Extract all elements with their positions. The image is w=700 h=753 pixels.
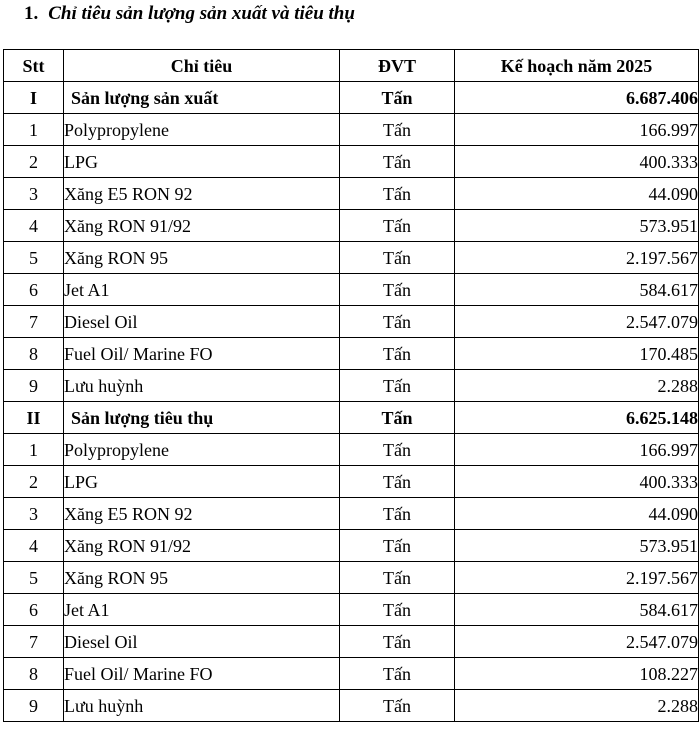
table-row <box>4 242 699 274</box>
row-value-cell: 2.288 <box>455 370 699 402</box>
table-row <box>4 690 699 722</box>
row-value-cell: 44.090 <box>455 498 699 530</box>
row-value-cell: 108.227 <box>455 658 699 690</box>
row-name-cell: Polypropylene <box>64 434 340 466</box>
table-row <box>4 466 699 498</box>
row-value-cell: 2.197.567 <box>455 242 699 274</box>
section-number: 1. <box>24 3 39 24</box>
row-unit-cell: Tấn <box>340 114 455 146</box>
row-name-cell: Lưu huỳnh <box>64 370 340 402</box>
row-unit-cell: Tấn <box>340 338 455 370</box>
section-unit-cell: Tấn <box>340 82 455 114</box>
row-name-cell: Fuel Oil/ Marine FO <box>64 658 340 690</box>
row-stt-cell: 7 <box>4 306 64 338</box>
row-value-cell: 2.547.079 <box>455 306 699 338</box>
row-unit-cell: Tấn <box>340 690 455 722</box>
row-name-cell: Jet A1 <box>64 594 340 626</box>
table-row <box>4 370 699 402</box>
section-unit-cell: Tấn <box>340 402 455 434</box>
production-plan-table <box>3 49 699 722</box>
row-unit-cell: Tấn <box>340 242 455 274</box>
row-value-cell: 400.333 <box>455 146 699 178</box>
row-stt-cell: 6 <box>4 274 64 306</box>
row-name-cell: Diesel Oil <box>64 626 340 658</box>
table-row <box>4 562 699 594</box>
table-body <box>4 82 699 722</box>
row-name-cell: LPG <box>64 146 340 178</box>
row-stt-cell: 3 <box>4 178 64 210</box>
row-stt-cell: 8 <box>4 658 64 690</box>
row-value-cell: 573.951 <box>455 530 699 562</box>
row-unit-cell: Tấn <box>340 530 455 562</box>
header-unit: ĐVT <box>340 50 455 82</box>
header-indicator: Chỉ tiêu <box>64 50 340 82</box>
row-value-cell: 166.997 <box>455 434 699 466</box>
row-stt-cell: 1 <box>4 434 64 466</box>
table-row <box>4 306 699 338</box>
table-row <box>4 658 699 690</box>
row-value-cell: 166.997 <box>455 114 699 146</box>
table-row <box>4 498 699 530</box>
row-name-cell: Xăng E5 RON 92 <box>64 498 340 530</box>
row-name-cell: Xăng RON 91/92 <box>64 210 340 242</box>
row-stt-cell: 9 <box>4 370 64 402</box>
section-value-cell: 6.625.148 <box>455 402 699 434</box>
row-unit-cell: Tấn <box>340 466 455 498</box>
row-stt-cell: 8 <box>4 338 64 370</box>
section-heading <box>24 3 355 25</box>
row-unit-cell: Tấn <box>340 498 455 530</box>
row-stt-cell: 5 <box>4 242 64 274</box>
table-row <box>4 178 699 210</box>
table-row <box>4 210 699 242</box>
row-unit-cell: Tấn <box>340 434 455 466</box>
row-unit-cell: Tấn <box>340 306 455 338</box>
header-stt: Stt <box>4 50 64 82</box>
table-row <box>4 146 699 178</box>
row-unit-cell: Tấn <box>340 178 455 210</box>
row-name-cell: Xăng RON 95 <box>64 242 340 274</box>
row-name-cell: Xăng RON 91/92 <box>64 530 340 562</box>
row-unit-cell: Tấn <box>340 146 455 178</box>
row-stt-cell: 2 <box>4 146 64 178</box>
table-row <box>4 274 699 306</box>
row-unit-cell: Tấn <box>340 626 455 658</box>
table-row <box>4 594 699 626</box>
row-unit-cell: Tấn <box>340 562 455 594</box>
row-stt-cell: 7 <box>4 626 64 658</box>
row-name-cell: Polypropylene <box>64 114 340 146</box>
row-name-cell: Diesel Oil <box>64 306 340 338</box>
section-row-consumption <box>4 402 699 434</box>
row-unit-cell: Tấn <box>340 658 455 690</box>
row-name-cell: Jet A1 <box>64 274 340 306</box>
row-name-cell: Fuel Oil/ Marine FO <box>64 338 340 370</box>
row-value-cell: 2.547.079 <box>455 626 699 658</box>
row-name-cell: Lưu huỳnh <box>64 690 340 722</box>
table-row <box>4 626 699 658</box>
row-stt-cell: 9 <box>4 690 64 722</box>
table-row <box>4 114 699 146</box>
row-unit-cell: Tấn <box>340 370 455 402</box>
row-name-cell: Xăng RON 95 <box>64 562 340 594</box>
section-name-cell: Sản lượng sản xuất <box>64 82 340 114</box>
table-header-row <box>4 50 699 82</box>
row-name-cell: LPG <box>64 466 340 498</box>
row-stt-cell: 6 <box>4 594 64 626</box>
row-unit-cell: Tấn <box>340 274 455 306</box>
row-name-cell: Xăng E5 RON 92 <box>64 178 340 210</box>
row-value-cell: 573.951 <box>455 210 699 242</box>
table-row <box>4 338 699 370</box>
row-unit-cell: Tấn <box>340 594 455 626</box>
row-value-cell: 584.617 <box>455 594 699 626</box>
section-stt-cell: I <box>4 82 64 114</box>
row-unit-cell: Tấn <box>340 210 455 242</box>
section-name-cell: Sản lượng tiêu thụ <box>64 402 340 434</box>
row-stt-cell: 5 <box>4 562 64 594</box>
row-value-cell: 44.090 <box>455 178 699 210</box>
row-value-cell: 2.197.567 <box>455 562 699 594</box>
section-title: Chỉ tiêu sản lượng sản xuất và tiêu thụ <box>48 3 355 24</box>
table-row <box>4 434 699 466</box>
section-stt-cell: II <box>4 402 64 434</box>
row-value-cell: 400.333 <box>455 466 699 498</box>
header-plan-2025: Kế hoạch năm 2025 <box>455 50 699 82</box>
row-stt-cell: 1 <box>4 114 64 146</box>
section-row-production <box>4 82 699 114</box>
row-stt-cell: 2 <box>4 466 64 498</box>
row-stt-cell: 3 <box>4 498 64 530</box>
row-value-cell: 2.288 <box>455 690 699 722</box>
row-value-cell: 584.617 <box>455 274 699 306</box>
table-row <box>4 530 699 562</box>
row-stt-cell: 4 <box>4 530 64 562</box>
row-value-cell: 170.485 <box>455 338 699 370</box>
row-stt-cell: 4 <box>4 210 64 242</box>
section-value-cell: 6.687.406 <box>455 82 699 114</box>
